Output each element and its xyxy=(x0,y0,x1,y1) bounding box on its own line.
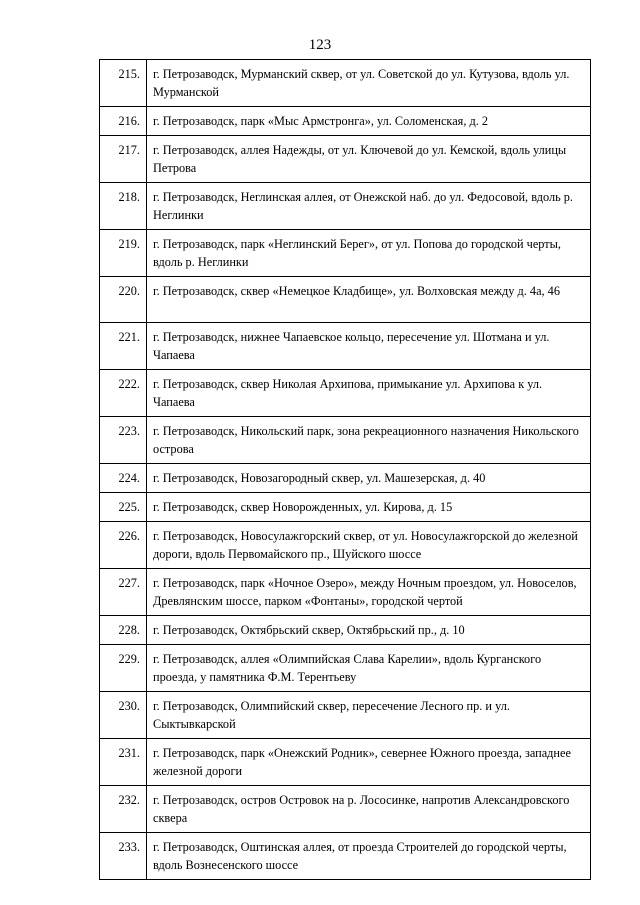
row-text: г. Петрозаводск, аллея «Олимпийская Слава Карелии», вдоль Курганского проезда, у памятника Ф.М. Терентьеву xyxy=(147,645,591,692)
table-row xyxy=(100,692,591,739)
table-row xyxy=(100,417,591,464)
row-text: г. Петрозаводск, сквер Новорожденных, ул. Кирова, д. 15 xyxy=(147,493,591,522)
page-number: 123 xyxy=(308,37,332,53)
table-row xyxy=(100,833,591,880)
row-number: 227. xyxy=(100,569,147,616)
row-number: 232. xyxy=(100,786,147,833)
row-number: 224. xyxy=(100,464,147,493)
row-text: г. Петрозаводск, Олимпийский сквер, пересечение Лесного пр. и ул. Сыктывкарской xyxy=(147,692,591,739)
row-number: 222. xyxy=(100,370,147,417)
row-number: 226. xyxy=(100,522,147,569)
table-row xyxy=(100,370,591,417)
row-text: г. Петрозаводск, Новосулажгорский сквер, от ул. Новосулажгорской до железной дороги, вдоль Первомайского пр., Шуйского шоссе xyxy=(147,522,591,569)
table-row xyxy=(100,464,591,493)
row-text: г. Петрозаводск, Октябрьский сквер, Октябрьский пр., д. 10 xyxy=(147,616,591,645)
table-row xyxy=(100,183,591,230)
row-number: 228. xyxy=(100,616,147,645)
table-row xyxy=(100,569,591,616)
row-text: г. Петрозаводск, Мурманский сквер, от ул. Советской до ул. Кутузова, вдоль ул. Мурманской xyxy=(147,60,591,107)
row-number: 233. xyxy=(100,833,147,880)
table-row xyxy=(100,136,591,183)
row-text: г. Петрозаводск, Неглинская аллея, от Онежской наб. до ул. Федосовой, вдоль р. Неглинки xyxy=(147,183,591,230)
table-row xyxy=(100,493,591,522)
row-number: 230. xyxy=(100,692,147,739)
registry-table xyxy=(99,59,591,880)
table-row xyxy=(100,277,591,323)
row-number: 229. xyxy=(100,645,147,692)
row-text: г. Петрозаводск, парк «Ночное Озеро», между Ночным проездом, ул. Новоселов, Древлянским шоссе, парком «Фонтаны», городской чертой xyxy=(147,569,591,616)
row-number: 221. xyxy=(100,323,147,370)
row-number: 216. xyxy=(100,107,147,136)
row-number: 215. xyxy=(100,60,147,107)
row-text: г. Петрозаводск, остров Островок на р. Лососинке, напротив Александровского сквера xyxy=(147,786,591,833)
row-number: 225. xyxy=(100,493,147,522)
row-text: г. Петрозаводск, сквер «Немецкое Кладбище», ул. Волховская между д. 4а, 46 xyxy=(147,277,591,323)
table-row xyxy=(100,107,591,136)
table-row xyxy=(100,616,591,645)
table-row xyxy=(100,60,591,107)
table-row xyxy=(100,230,591,277)
row-text: г. Петрозаводск, нижнее Чапаевское кольцо, пересечение ул. Шотмана и ул. Чапаева xyxy=(147,323,591,370)
table-row xyxy=(100,522,591,569)
row-text: г. Петрозаводск, Новозагородный сквер, ул. Машезерская, д. 40 xyxy=(147,464,591,493)
row-number: 217. xyxy=(100,136,147,183)
row-text: г. Петрозаводск, парк «Неглинский Берег», от ул. Попова до городской черты, вдоль р. Неглинки xyxy=(147,230,591,277)
row-text: г. Петрозаводск, парк «Онежский Родник», севернее Южного проезда, западнее железной дороги xyxy=(147,739,591,786)
row-text: г. Петрозаводск, Никольский парк, зона рекреационного назначения Никольского острова xyxy=(147,417,591,464)
row-number: 220. xyxy=(100,277,147,323)
row-number: 218. xyxy=(100,183,147,230)
row-number: 219. xyxy=(100,230,147,277)
table-row xyxy=(100,739,591,786)
row-text: г. Петрозаводск, сквер Николая Архипова, примыкание ул. Архипова к ул. Чапаева xyxy=(147,370,591,417)
row-text: г. Петрозаводск, аллея Надежды, от ул. Ключевой до ул. Кемской, вдоль улицы Петрова xyxy=(147,136,591,183)
table-row xyxy=(100,323,591,370)
table-row xyxy=(100,645,591,692)
row-text: г. Петрозаводск, парк «Мыс Армстронга», ул. Соломенская, д. 2 xyxy=(147,107,591,136)
row-number: 231. xyxy=(100,739,147,786)
row-number: 223. xyxy=(100,417,147,464)
table-row xyxy=(100,786,591,833)
row-text: г. Петрозаводск, Оштинская аллея, от проезда Строителей до городской черты, вдоль Вознесенского шоссе xyxy=(147,833,591,880)
